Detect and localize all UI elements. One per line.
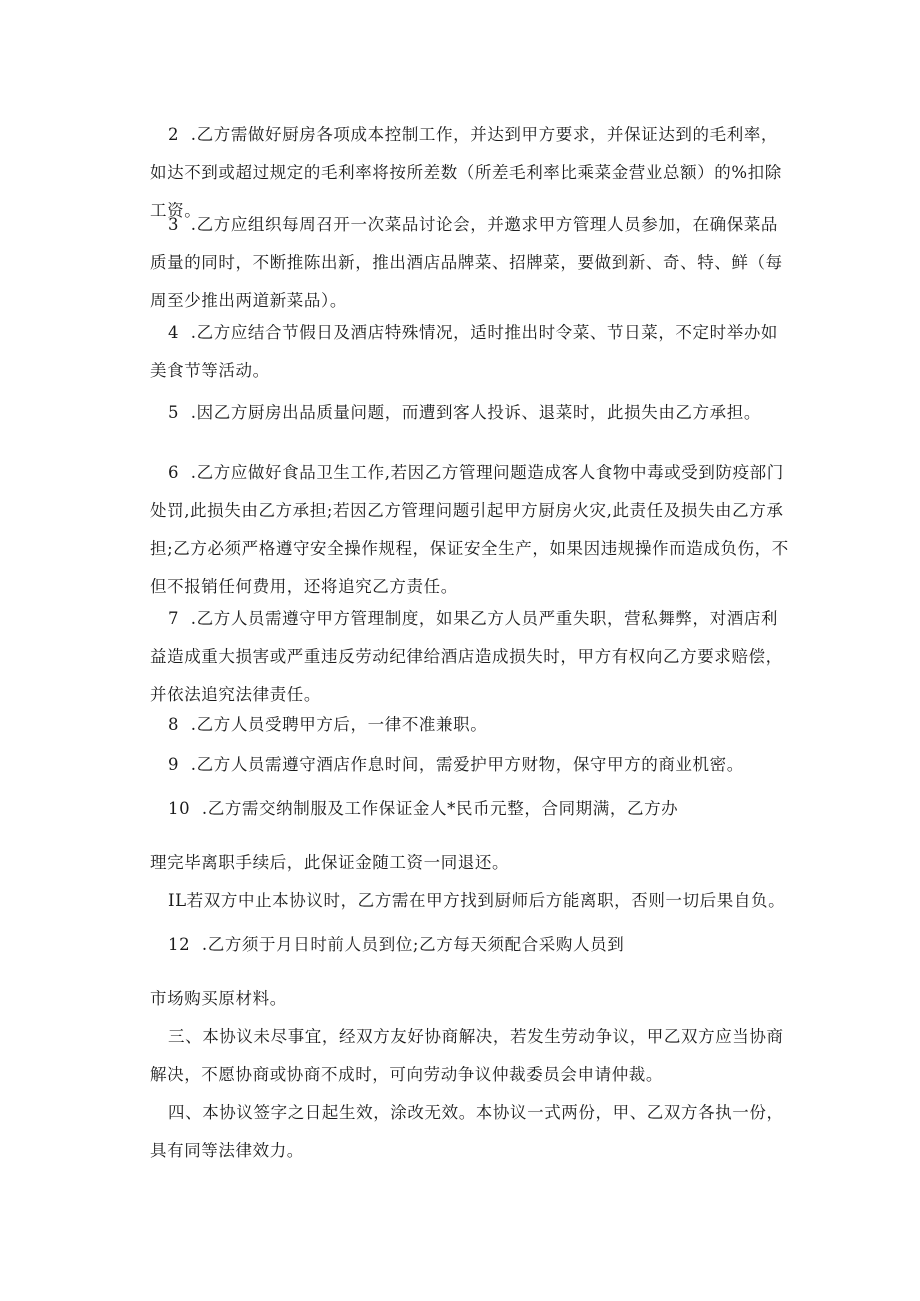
clause-10-continued: 理完毕离职手续后，此保证金随工资一同退还。 <box>150 853 510 872</box>
clause-12-continued: 市场购买原材料。 <box>150 989 287 1008</box>
clause-5: 5 .因乙方厨房出品质量问题，而遭到客人投诉、退菜时，此损失由乙方承担。 <box>168 403 761 422</box>
clause-8: 8 .乙方人员受聘甲方后，一律不准兼职。 <box>168 715 488 734</box>
section-4: 四、本协议签字之日起生效，涂改无效。本协议一式两份，甲、乙双方各执一份，具有同等法律效力。 <box>150 1103 784 1160</box>
clause-2: 2 .乙方需做好厨房各项成本控制工作，并达到甲方要求，并保证达到的毛利率，如达不到或超过规定的毛利率将按所差数（所差毛利率比乘菜金营业总额）的%扣除工资。 <box>150 125 782 220</box>
clause-7: 7 .乙方人员需遵守甲方管理制度，如果乙方人员严重失职，营私舞弊，对酒店利益造成重大损害或严重违反劳动纪律给酒店造成损失时，甲方有权向乙方要求赔偿，并依法追究法律责任。 <box>150 609 783 704</box>
clause-4: 4 .乙方应结合节假日及酒店特殊情况，适时推出时令菜、节日菜，不定时举办如美食节等活动。 <box>150 323 779 380</box>
clause-9: 9 .乙方人员需遵守酒店作息时间，需爱护甲方财物，保守甲方的商业机密。 <box>168 755 744 774</box>
clause-11: IL若双方中止本协议时，乙方需在甲方找到厨师后方能离职，否则一切后果自负。 <box>168 891 786 910</box>
section-3: 三、本协议未尽事宜，经双方友好协商解决，若发生劳动争议，甲乙双方应当协商解决，不愿协商或协商不成时，可向劳动争议仲裁委员会申请仲裁。 <box>150 1027 784 1084</box>
clause-6: 6 .乙方应做好食品卫生工作,若因乙方管理问题造成客人食物中毒或受到防疫部门处罚,此损失由乙方承担;若因乙方管理问题引起甲方厨房火灾,此责任及损失由乙方承担;乙方必须严格遵守安全操作规程，保证安全生产，如果因违规操作而造成负伤，不但不报销任何费用，还将追究乙方责任。 <box>150 463 789 596</box>
clause-3: 3 .乙方应组织每周召开一次菜品讨论会，并邀求甲方管理人员参加，在确保菜品质量的同时，不断推陈出新，推出酒店品牌菜、招牌菜，要做到新、奇、特、鲜（每周至少推出两道新菜品）。 <box>150 215 783 310</box>
clause-10: 10 .乙方需交纳制服及工作保证金人*民币元整，合同期满，乙方办 <box>168 799 679 818</box>
clause-12: 12 .乙方须于月日时前人员到位;乙方每天须配合采购人员到 <box>168 935 625 954</box>
